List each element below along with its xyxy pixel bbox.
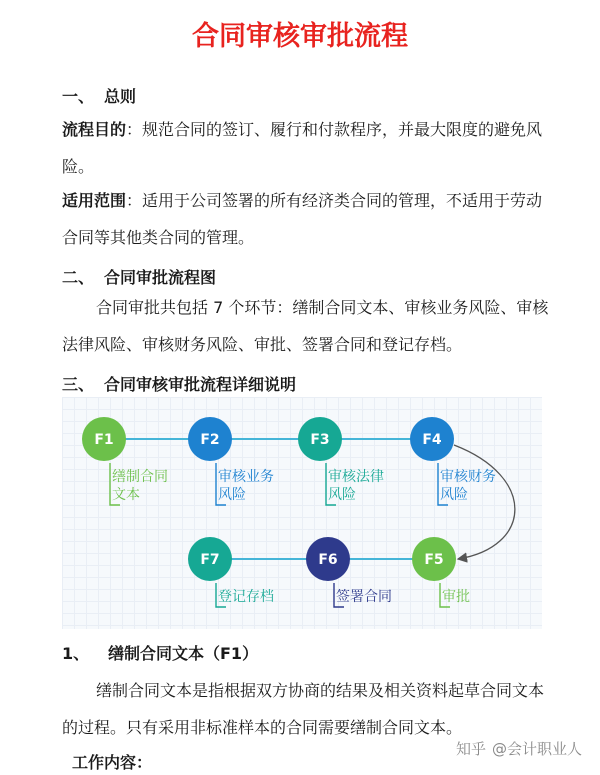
section-label: 合同审核审批流程详细说明: [104, 375, 297, 394]
node-label-f1: 文本: [112, 487, 140, 503]
node-label-f5: 审批: [442, 589, 470, 605]
node-label-f4: 风险: [440, 487, 468, 503]
purpose-text: ：规范合同的签订、履行和付款程序，并最大限度的避免风险。: [62, 120, 543, 176]
flowchart-paragraph: 合同审批共包括 7 个环节：缮制合同文本、审核业务风险、审核法律风险、审核财务风险、审批、签署合同和登记存档。: [62, 298, 549, 354]
flow-svg: [62, 397, 542, 629]
node-id-f5: F5: [424, 552, 444, 568]
node-id-f1: F1: [94, 432, 114, 448]
step1-paragraph: 缮制合同文本是指根据双方协商的结果及相关资料起草合同文本的过程。只有采用非标准样本的合同需要缮制合同文本。: [62, 681, 545, 737]
process-flow-diagram: [62, 397, 542, 629]
step-number: 1、: [62, 644, 90, 663]
scope-text: ：适用于公司签署的所有经济类合同的管理，不适用于劳动合同等其他类合同的管理。: [62, 191, 543, 247]
section-heading-general: [62, 84, 136, 107]
node-label-f3: 审核法律: [328, 469, 384, 485]
node-id-f2: F2: [200, 432, 220, 448]
section-number: 二、: [62, 268, 95, 287]
page-title: 合同审核审批流程: [192, 21, 408, 52]
watermark: [456, 738, 582, 759]
node-label-f6: 签署合同: [336, 589, 392, 605]
watermark-account: @会计职业人: [491, 740, 582, 758]
work-content-heading: 工作内容：: [72, 753, 153, 772]
purpose-label: 流程目的: [62, 120, 127, 139]
node-id-f3: F3: [310, 432, 330, 448]
node-id-f7: F7: [200, 552, 220, 568]
step-heading-f1: [62, 641, 258, 664]
step-label: 缮制合同文本（F1）: [108, 644, 259, 663]
section-heading-details: [62, 372, 296, 395]
purpose-paragraph: [62, 111, 552, 185]
node-label-f2: 风险: [218, 487, 246, 503]
node-id-f6: F6: [318, 552, 338, 568]
section-number: 一、: [62, 87, 95, 106]
node-label-f3: 风险: [328, 487, 356, 503]
section-label: 合同审批流程图: [104, 268, 217, 287]
section-number: 三、: [62, 375, 95, 394]
node-label-f1: 缮制合同: [112, 469, 168, 485]
section-label: 总则: [104, 87, 137, 106]
node-id-f4: F4: [422, 432, 442, 448]
scope-paragraph: [62, 182, 552, 256]
node-label-f4: 审核财务: [440, 469, 496, 485]
scope-label: 适用范围: [62, 191, 127, 210]
node-label-f7: 登记存档: [218, 589, 274, 605]
node-label-f2: 审核业务: [218, 469, 274, 485]
section-heading-flowchart: [62, 265, 216, 288]
watermark-brand: 知乎: [455, 740, 486, 758]
